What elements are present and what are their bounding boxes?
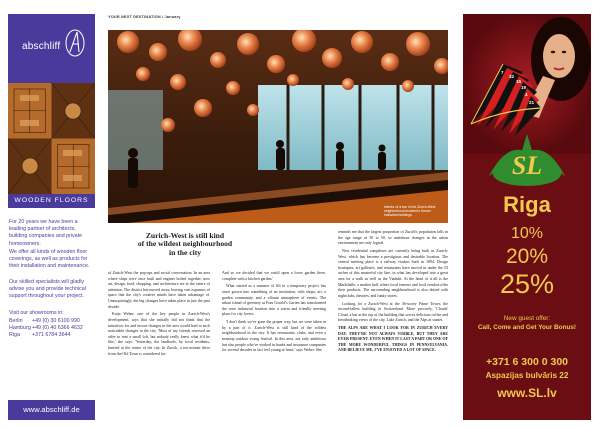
article-title: Zurich-West is still kind of the wildest neighbourhood in the city bbox=[137, 231, 233, 257]
abschliff-products-text: We offer all kinds of wooden floor coverings, as well as products for their installation and maintenance. bbox=[9, 249, 90, 270]
svg-text:15: 15 bbox=[516, 79, 522, 84]
showroom-hamburg: Hamburg +49 (0) 40 6366 4632 bbox=[9, 325, 83, 332]
abschliff-ad[interactable] bbox=[8, 14, 95, 420]
bonus-25: 25% bbox=[499, 269, 555, 299]
bonus-percentages bbox=[463, 224, 591, 300]
showroom-riga: Riga +371 6784 3644 bbox=[9, 332, 71, 339]
article-column-1: of Zurich-West the pop-ups and social conversation. In an area where ships were once built and engines bolted together, now art, design, food, shopping, and architecture are at the centre of attention. The district has moved away, leaving vast expanses of space that the city's creative minds have taken advantage of. Unsurprisingly, the big changes have taken place in just the past decade. Katja Weber, one of the key people in Zurich-West's development, says that she initially did not think that the initiatives for and favour changes in the area would lead to such noticeable changes in the city. 'Most of my friends reserved an offer to rent a small loft, but nobody really knew what it'd be like,' she says. 'Yesterday, the landlords, by local residents, hurried at the centre of the city. In Zurich, a ten minute drive from the Old Town is considered far. bbox=[108, 270, 210, 356]
bonus-20: 20% bbox=[505, 245, 549, 268]
showroom-berlin: Berlin +49 (0) 30 6100 990 bbox=[9, 318, 80, 324]
svg-text:32: 32 bbox=[509, 74, 515, 79]
article-column-3: reminds me that the largest proportion of Zurich's population falls in the age range of 30 to 50, so ambitious changes in the urban environment are only logical. New residential complexes are currently being built in Zurich-West, which has become a prestigious and desirable location. The central meeting place is a railway viaduct built in 1894. Design boutiques, art galleries, and restaurants have moved in under the 53 arches of this masterful city line, in what has developed into a great area for a walk as well as the Viadukt. At the heart of it all is the Markthalle, a market hall, where local farmers and food vendors offer their products. The surrounding neighbourhood is also dotted with nightclubs, theatres, and funky stores. Looking for a Zurich-West at the 36-storey Prime Tower, the second-tallest building in Switzerland. More precisely, 'Clouds' Cloud, a bar at the top of the building that serves delicious coffee and breathtaking views of the city, Lake Zurich, and the Alps at sunset. THE ALPS ARE WHAT I LOOK FOR IN ZURICH EVERY DAY. THEY'RE NOT ALWAYS VISIBLE, BUT THEY ARE EVER PRESENT. EVEN WHEN IT LAST A PART OR ONE OF THE MORE WONDERFUL THINGS IN PENNSYLVANIA. AND BELIEVE ME, I'VE ENJOYED A LOT OF SPACE. bbox=[338, 229, 448, 353]
riga-heading: Riga bbox=[503, 192, 551, 217]
sl-phone[interactable]: +371 6 300 0 300 bbox=[485, 356, 569, 368]
parquet-floor-image bbox=[8, 83, 95, 194]
svg-text:4: 4 bbox=[525, 92, 528, 97]
bonus-10: 10% bbox=[510, 225, 544, 242]
bar-interior-photo bbox=[108, 30, 448, 223]
sl-logo-text: SL bbox=[511, 151, 543, 180]
showrooms-label: Visit our showrooms in: bbox=[9, 310, 64, 316]
svg-text:19: 19 bbox=[521, 85, 527, 90]
article-column-2: And so we decided that we could open a loose garden there, complete with a kitchen garden.' What started as a summer of fill in a temporary project has since grown into something of an institution, with shops, art, a garden community, and a vibrant atmosphere of events. The urban island of greenery at Frau Gerold's Garten has transformed the once industrial location into a warm and friendly meeting place for city lovers. 'I don't think we've gone the proper way, but we were taken in by a part of it. Zurich-West is still kind of the wildest neighbourhood in the city. It has restaurants, clubs, and even a nonstop outdoor swing festival. In this area, not only ambitious but also people who've worked in banks and insurance companies for several decades in fact feel young at heart,' says Weber. She bbox=[222, 270, 326, 353]
showroom-list bbox=[9, 318, 95, 340]
svg-text:21: 21 bbox=[529, 100, 535, 105]
abschliff-website-link[interactable]: www.abschliff.de bbox=[8, 400, 95, 420]
sl-website-link[interactable]: www.SL.lv bbox=[497, 386, 557, 400]
wooden-floors-heading: WOODEN FLOORS bbox=[8, 194, 95, 208]
guest-offer: New guest offer: Call, Come and Get Your Bonus! bbox=[477, 315, 577, 331]
sl-address: Aspazijas bulvāris 22 bbox=[485, 371, 569, 380]
abschliff-support-text: Our skilled specialists will gladly advise you and provide technical support throughout your project. bbox=[9, 279, 86, 300]
sl-casino-ad[interactable] bbox=[463, 14, 591, 420]
abschliff-logo-icon bbox=[64, 28, 86, 58]
photo-caption: Interior of a bar in the Zurich-West neighborhood located in former industrial buildings bbox=[384, 205, 436, 217]
abschliff-intro-text: For 20 years we have been a leading partner of architects, building companies and private homeowners. bbox=[9, 219, 83, 247]
issue-header: YOUR NEXT DESTINATION / January bbox=[108, 15, 181, 19]
svg-text:7: 7 bbox=[501, 70, 504, 75]
abschliff-logo-panel bbox=[8, 14, 95, 83]
abschliff-brand: abschliff bbox=[22, 41, 61, 52]
